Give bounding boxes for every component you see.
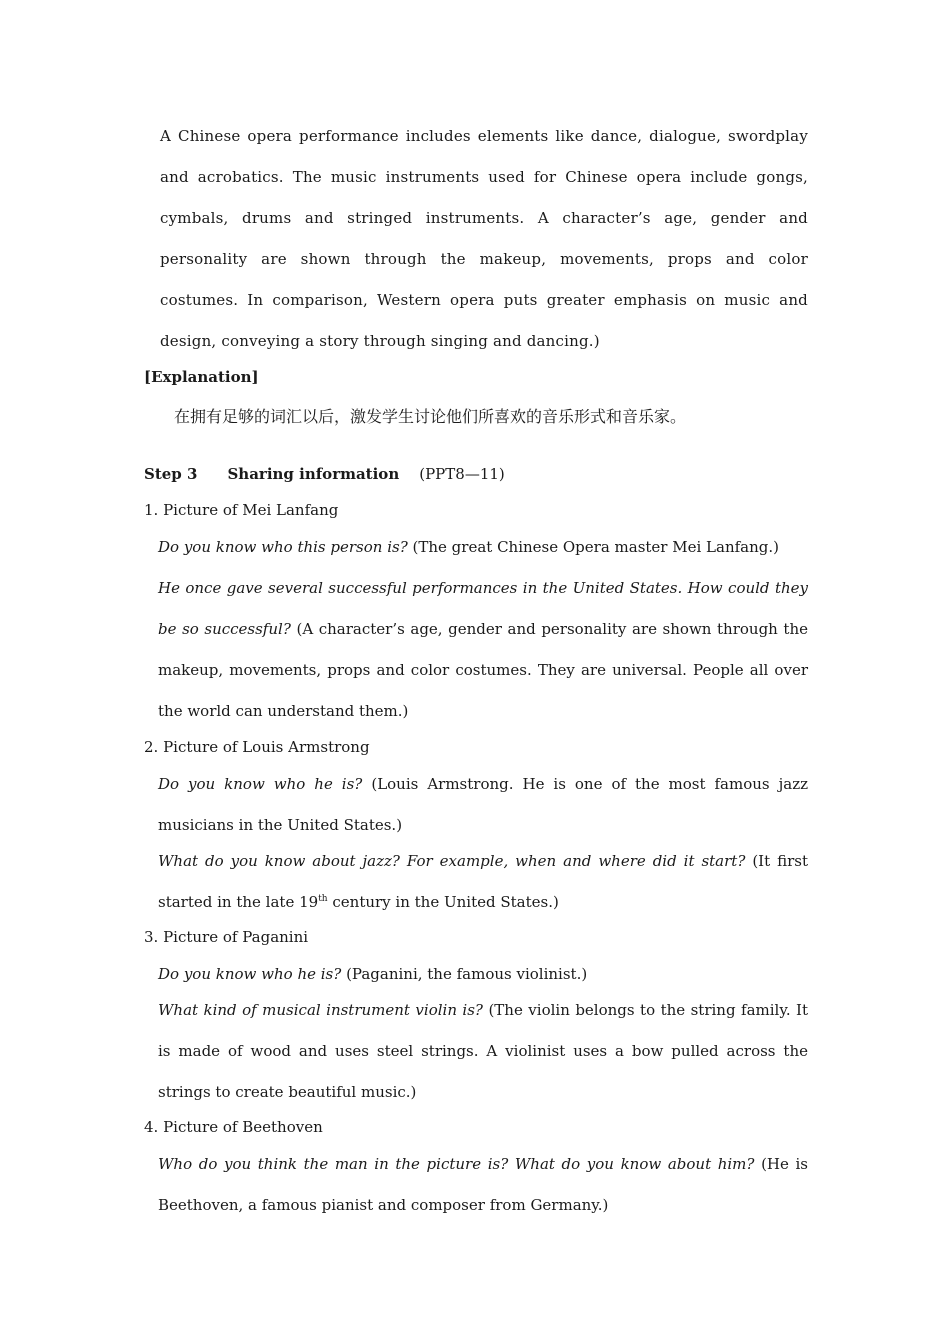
- item1-heading: 1. Picture of Mei Lanfang: [144, 501, 339, 519]
- item2-answer1: (Louis Armstrong. He is one of the most famous jazz musicians in the United States.): [158, 775, 808, 834]
- step3-heading: [144, 465, 505, 483]
- item2-answer2-pre: (It first started in the late 19: [158, 852, 808, 911]
- item4-answer1: (He is Beethoven, a famous pianist and composer from Germany.): [158, 1155, 809, 1214]
- item2-qa2: [158, 841, 808, 923]
- item2-heading: 2. Picture of Louis Armstrong: [144, 738, 370, 756]
- item1-qa1: [158, 527, 808, 568]
- item4-question1: Who do you think the man in the picture is? What do you know about him?: [158, 1155, 755, 1173]
- item2-answer2-post: century in the United States.): [327, 893, 559, 911]
- item3-qa1: [158, 954, 808, 995]
- item1-question2: He once gave several successful performances in the United States. How could they be so successful?: [158, 579, 808, 638]
- intro-paragraph: A Chinese opera performance includes elements like dance, dialogue, swordplay and acrobatics. The music instruments used for Chinese opera include gongs, cymbals, drums and stringed instruments. A character’s age, gender and personality are shown through the makeup, movements, props and color costumes. In comparison, Western opera puts greater emphasis on music and design, conveying a story through singing and dancing.): [160, 127, 808, 350]
- item1-answer1: (The great Chinese Opera master Mei Lanfang.): [407, 538, 779, 556]
- item1-qa2: [158, 568, 808, 732]
- item4-heading: 4. Picture of Beethoven: [144, 1118, 323, 1136]
- item3-answer2: (The violin belongs to the string family. It is made of wood and uses steel strings. A violinist uses a bow pulled across the strings to create beautiful music.): [158, 1001, 808, 1101]
- item2-question2: What do you know about jazz? For example, when and where did it start?: [158, 852, 746, 870]
- item1-answer2: (A character’s age, gender and personality are shown through the makeup, movements, props and color costumes. They are universal. People all over the world can understand them.): [158, 620, 808, 720]
- item3-question1: Do you know who he is?: [158, 965, 342, 983]
- item3-heading: 3. Picture of Paganini: [144, 928, 309, 946]
- item1-question1: Do you know who this person is?: [158, 538, 408, 556]
- item3-answer1: (Paganini, the famous violinist.): [341, 965, 588, 983]
- item2-question1: Do you know who he is?: [158, 775, 363, 793]
- step3-ppt: (PPT8—11): [419, 465, 505, 483]
- explanation-text: 在拥有足够的词汇以后，激发学生讨论他们所喜欢的音乐形式和音乐家。: [174, 407, 687, 426]
- item2-answer2-sup: th: [318, 894, 328, 904]
- item4-qa1: [158, 1144, 808, 1226]
- explanation-heading: [Explanation]: [144, 368, 259, 386]
- step3-title: Sharing information: [227, 465, 400, 483]
- item2-qa1: [158, 764, 808, 846]
- step3-label: Step 3: [144, 465, 198, 483]
- item3-question2: What kind of musical instrument violin is?: [158, 1001, 483, 1019]
- item3-qa2: [158, 990, 808, 1113]
